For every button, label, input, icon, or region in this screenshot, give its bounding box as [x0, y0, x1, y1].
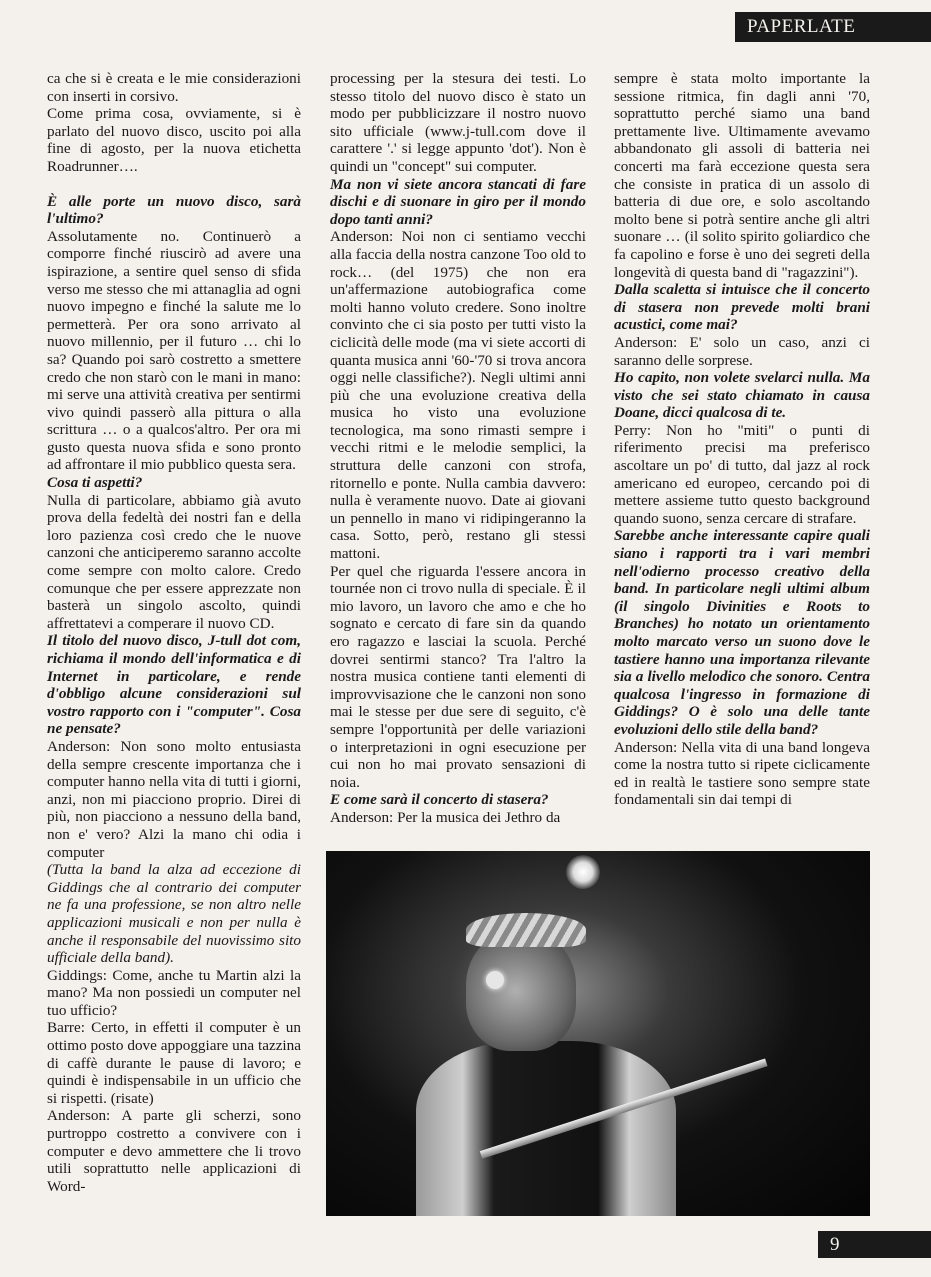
interview-question: Dalla scaletta si intuisce che il concerto di stasera non prevede molti brani acustici, come mai? — [614, 281, 870, 334]
article-paragraph: ca che si è creata e le mie considerazioni con inserti in corsivo. — [47, 70, 301, 105]
article-paragraph: sempre è stata molto importante la sessione ritmica, fin dagli anni '70, soprattutto perché siamo una band prettamente live. Ultimamente avevamo abbandonato gli assoli di batteria nei concerti ma farà eccezione questa sera che consiste in pratica di un assolo di batteria di due ore, e solo ascoltando molto bene si potrà sentire anche gli altri suonare … (il solito spirito goliardico che fa capolino e forse è uno dei segreti della longevità di questa band di "ragazzini"). — [614, 70, 870, 281]
paragraph-gap — [47, 176, 301, 193]
article-paragraph: Anderson: E' solo un caso, anzi ci saranno delle sorprese. — [614, 333, 870, 369]
interview-question: Ho capito, non volete svelarci nulla. Ma visto che sei stato chiamato in causa Doane, dicci qualcosa di te. — [614, 369, 870, 422]
performer-head — [466, 931, 576, 1051]
article-paragraph: Anderson: Per la musica dei Jethro da — [330, 808, 561, 826]
article-paragraph: Anderson: Non sono molto entusiasta della sempre crescente importanza che i computer hanno nella vita di tutti i giorni, anzi, non mi piacciono proprio. Direi di più, non piacciono a nessuno della band, non e' vero? Alzi la mano chi odia i computer — [47, 737, 301, 861]
article-paragraph: Anderson: Noi non ci sentiamo vecchi alla faccia della nostra canzone Too old to rock… (del 1975) che non era un'affermazione autobiografica come molti hanno voluto credere. Sono inoltre convinto che ci sia posto per tutti visto la ciclicità delle mode (ma vi siete accorti di quanta musica anni '60-'70 si trova ancora oggi nelle classifiche?). Negli ultimi anni più che una evoluzione creativa della musica ho visto una evoluzione tecnologica, ma sono rimasti sempre i vecchi ritmi e le melodie semplici, la struttura delle canzoni con strofa, ritornello e ponte. Nulla cambia davvero: nulla è veramente nuovo. Date ai giovani un pennello in mano vi ridipingeranno la casa. Sotto, però, restano gli stessi mattoni. — [330, 228, 586, 563]
article-paragraph: Perry: Non ho "miti" o punti di riferimento precisi ma preferisco ascoltare un po' di tutto, dal jazz al rock americano ed europeo, cercando poi di mettere assieme tutto questo background quando suono, senza cercare di strafare. — [614, 421, 870, 527]
interview-question: Cosa ti aspetti? — [47, 474, 143, 492]
article-paragraph: Come prima cosa, ovviamente, si è parlato del nuovo disco, uscito poi alla fine di agosto, per la nuova etichetta Roadrunner…. — [47, 105, 301, 175]
article-paragraph: Barre: Certo, in effetti il computer è un ottimo posto dove appoggiare una tazzina di caffè durante le pause di lavoro; e quindi è indispensabile in un ufficio che si rispetti. (risate) — [47, 1019, 301, 1107]
article-paragraph: Assolutamente no. Continuerò a comporre finché riuscirò ad avere una ispirazione, a sentire quel senso di sfida verso me stesso che mi attanaglia ad ogni nuovo impegno e finché la salute me lo permetterà. Per ora sono arrivato al nuovo millennio, per il futuro … chi lo sa? Quando poi sarò costretto a smettere credo che non starò con le mani in mano: mi serve una attività creativa per sentirmi vivo quindi passerò alla pittura o alla scrittura … o a qualcos'altro. Per ora mi gusto questa nuova sfida e sono pronto ad affrontare il mio pubblico questa sera. — [47, 227, 301, 474]
article-paragraph: Per quel che riguarda l'essere ancora in tournée non ci trovo nulla di speciale. È il mio lavoro, un lavoro che amo e che ho sognato e cercato di fare sin da quando ero ragazzo e lasciai la scuola. Perché dovrei sentirmi stanco? Tra l'altro la nostra musica contiene tanti elementi di improvvisazione che le canzoni non sono mai le stesse per due sere di seguito, c'è sempre l'opportunità per delle variazioni o interpretazioni in ogni esecuzione per cui non ho mai provato sensazioni di noia. — [330, 562, 586, 791]
article-paragraph: Nulla di particolare, abbiamo già avuto prova della fedeltà dei nostri fan e della loro pazienza così credo che le nuove canzoni che anticiperemo saranno accolte come sempre con molto calore. Credo comunque che per essere apprezzate non basterà un singolo ascolto, quindi affrettatevi a comperare il nuovo CD. — [47, 491, 301, 632]
section-title: PAPERLATE — [747, 16, 856, 37]
page-number-box — [818, 1231, 931, 1258]
interview-question: Ma non vi siete ancora stancati di fare dischi e di suonare in giro per il mondo dopo tanti anni? — [330, 175, 586, 228]
article-paragraph: Anderson: Nella vita di una band longeva come la nostra tutto si ripete ciclicamente ed in realtà le tastiere sono sempre state fondamentali sin dai tempi di — [614, 738, 870, 809]
performer-bandana — [466, 913, 586, 947]
stage-light — [566, 855, 600, 889]
interview-question: Sarebbe anche interessante capire quali siano i rapporti tra i vari membri nell'odierno processo creativo della band. In particolare negli ultimi album (il singolo Divinities e Roots to Branches) ho notato un orientamento molto marcato verso un suono dove le tastiere hanno una importanza rilevante sia a livello melodico che sonoro. Centra qualcosa l'ingresso in formazione di Giddings? O è solo una delle tante evoluzioni dello stile della band? — [614, 527, 870, 738]
section-header — [735, 12, 931, 42]
italic-aside: (Tutta la band la alza ad eccezione di Giddings che al contrario dei computer ne fa una professione, se non altro nelle applicazioni musicali e non per nulla è anche il responsabile del nuovissimo sito ufficiale della band). — [47, 861, 301, 967]
interview-question: E come sarà il concerto di stasera? — [330, 791, 549, 809]
interview-question: È alle porte un nuovo disco, sarà l'ultimo? — [47, 192, 301, 228]
article-paragraph: Giddings: Come, anche tu Martin alzi la mano? Ma non possiedi un computer nel tuo ufficio? — [47, 966, 301, 1019]
concert-photo — [326, 851, 870, 1216]
article-paragraph: processing per la stesura dei testi. Lo stesso titolo del nuovo disco è stato un modo per pubblicizzare il nostro nuovo sito ufficiale (www.j-tull.com dove il carattere '.' si legge appunto 'dot'). Non è quindi un "concept" sui computer. — [330, 70, 586, 175]
interview-question: Il titolo del nuovo disco, J-tull dot com, richiama il mondo dell'informatica e di Internet in particolare, e rende d'obbligo alcune considerazioni sul vostro rapporto con i "computer". Cosa ne pensate? — [47, 632, 301, 738]
microphone — [486, 971, 504, 989]
article-column-2 — [330, 70, 586, 827]
page-number: 9 — [830, 1233, 840, 1255]
article-paragraph: Anderson: A parte gli scherzi, sono purtroppo costretto a convivere con i computer e devo ammettere che li trovo utili soprattutto nelle applicazioni di Word- — [47, 1107, 301, 1195]
article-column-3 — [614, 70, 870, 809]
article-column-1 — [47, 70, 301, 1195]
